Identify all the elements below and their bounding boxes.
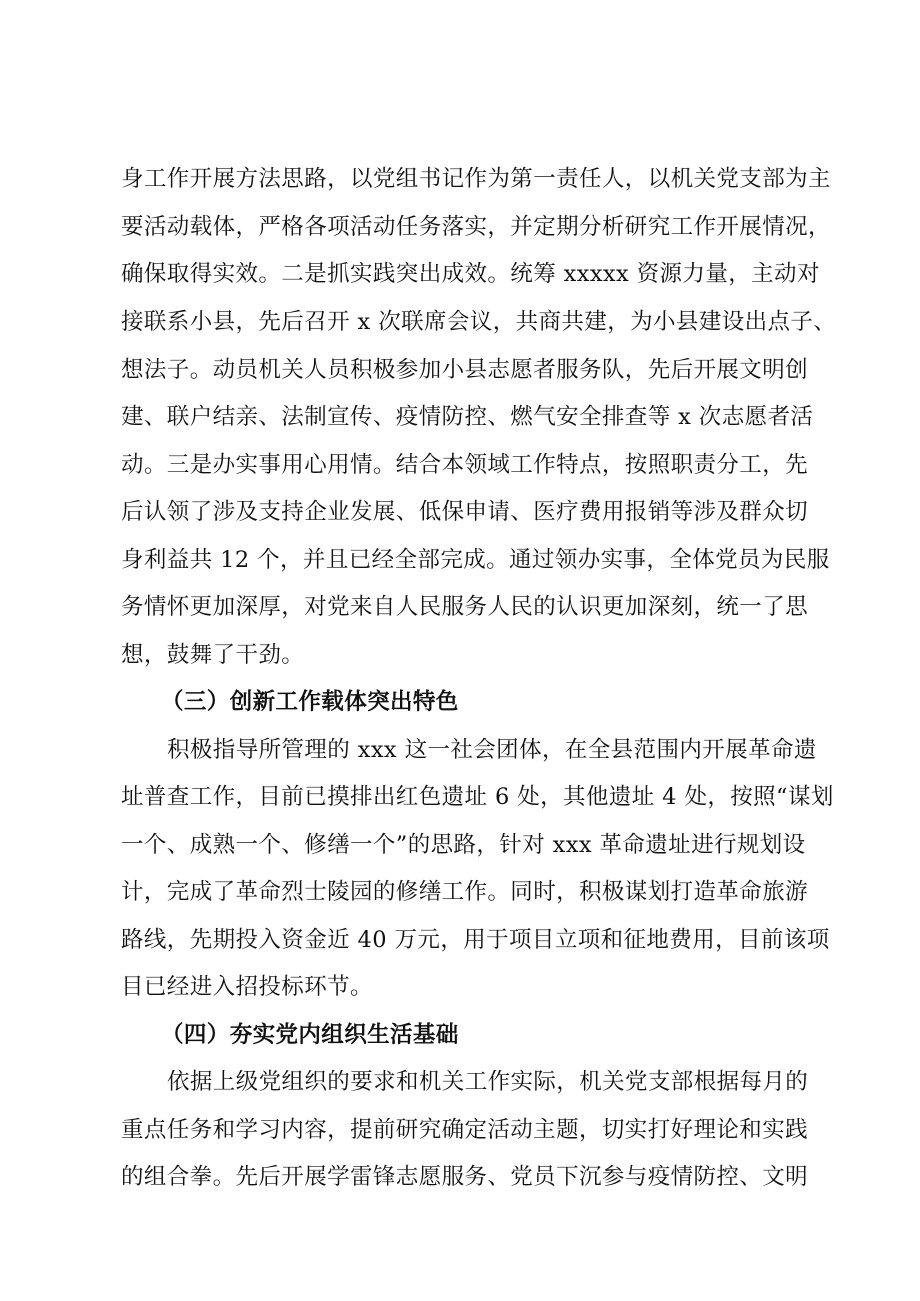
paragraph-line: 路线，先期投入资金近 40 万元，用于项目立项和征地费用，目前该项 <box>121 927 830 953</box>
paragraph-line: 接联系小县，先后召开 x 次联席会议，共商共建，为小县建设出点子、 <box>121 309 837 335</box>
paragraph-line: 目已经进入招投标环节。 <box>121 974 373 1000</box>
paragraph-line: 重点任务和学习内容，提前研究确定活动主题，切实打好理论和实践 <box>121 1117 809 1143</box>
paragraph-line: 的组合拳。先后开展学雷锋志愿服务、党员下沉参与疫情防控、文明 <box>121 1164 809 1190</box>
paragraph-line: 想法子。动员机关人员积极参加小县志愿者服务队，先后开展文明创 <box>121 357 809 383</box>
paragraph-line: 确保取得实效。二是抓实践突出成效。统筹 xxxxx 资源力量，主动对 <box>121 261 820 287</box>
paragraph-line: 址普查工作，目前已摸排出红色遗址 6 处，其他遗址 4 处，按照“谋划 <box>121 784 834 810</box>
paragraph-line: 建、联户结亲、法制宣传、疫情防控、燃气安全排查等 x 次志愿者活 <box>121 404 814 430</box>
paragraph-line: 依据上级党组织的要求和机关工作实际，机关党支部根据每月的 <box>167 1069 809 1095</box>
paragraph-line: 一个、成熟一个、修缮一个”的思路，针对 xxx 革命遗址进行规划设 <box>121 832 806 858</box>
paragraph-line: 后认领了涉及支持企业发展、低保申请、医疗费用报销等涉及群众切 <box>121 499 809 525</box>
paragraph-line: 想，鼓舞了干劲。 <box>121 642 305 668</box>
paragraph-line: 身工作开展方法思路，以党组书记作为第一责任人，以机关党支部为主 <box>121 166 831 192</box>
paragraph-line: 身利益共 12 个，并且已经全部完成。通过领办实事，全体党员为民服 <box>121 547 830 573</box>
paragraph-line: 计，完成了革命烈士陵园的修缮工作。同时，积极谋划打造革命旅游 <box>121 879 809 905</box>
paragraph-line: 要活动载体，严格各项活动任务落实，并定期分析研究工作开展情况， <box>121 214 831 240</box>
section-heading-3: （三）创新工作载体突出特色 <box>161 689 459 715</box>
section-heading-4: （四）夯实党内组织生活基础 <box>161 1022 459 1048</box>
paragraph-line: 动。三是办实事用心用情。结合本领域工作特点，按照职责分工，先 <box>121 452 809 478</box>
paragraph-line: 务情怀更加深厚，对党来自人民服务人民的认识更加深刻，统一了思 <box>121 594 809 620</box>
paragraph-line: 积极指导所管理的 xxx 这一社会团体，在全县范围内开展革命遗 <box>167 737 817 763</box>
